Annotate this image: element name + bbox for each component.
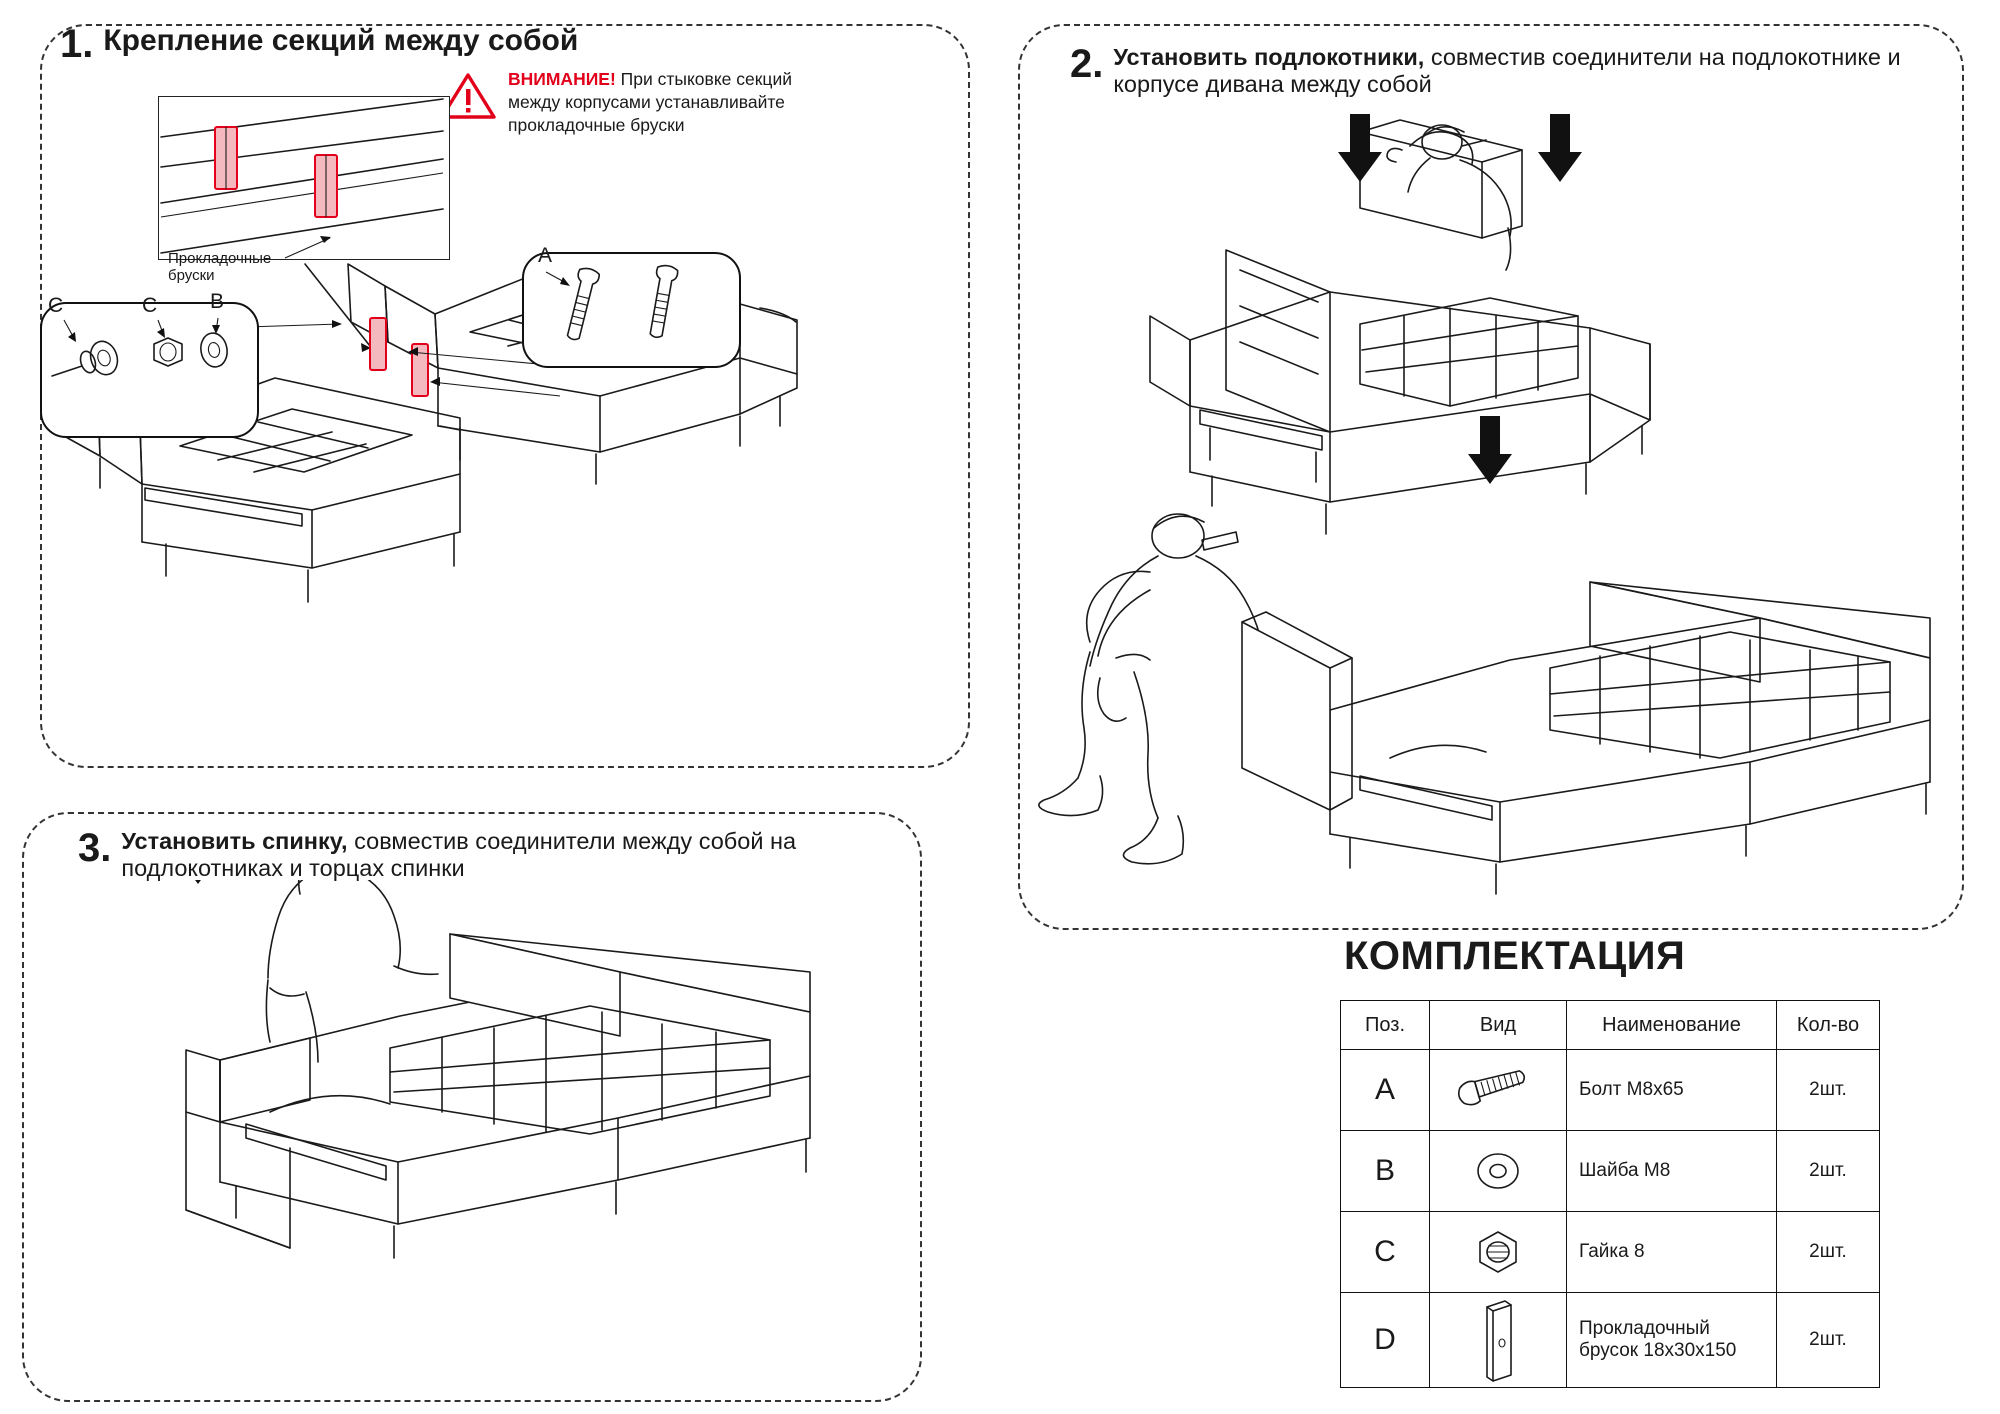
step-3-header xyxy=(78,828,878,882)
step-3-title-rest: совместив соединители между собой на подлокотниках и торцах спинки xyxy=(121,828,797,882)
step-3-title-bold: Установить спинку, xyxy=(121,828,348,854)
table-row xyxy=(1341,1212,1880,1293)
part-pos-c: C xyxy=(1341,1212,1430,1293)
callout-label-b: B xyxy=(210,290,225,313)
part-qty-b: 2шт. xyxy=(1777,1131,1880,1212)
step-2-drawing xyxy=(1030,110,1960,920)
nut-icon xyxy=(1430,1212,1567,1293)
step-3-number: 3. xyxy=(78,826,112,870)
table-row xyxy=(1341,1293,1880,1388)
part-qty-c: 2шт. xyxy=(1777,1212,1880,1293)
step-2-header xyxy=(1070,44,1950,98)
parts-header-view: Вид xyxy=(1430,1001,1567,1050)
washer-icon xyxy=(1430,1131,1567,1212)
step-3-title xyxy=(121,828,878,882)
part-pos-a: A xyxy=(1341,1050,1430,1131)
callout-label-a: A xyxy=(538,244,553,267)
warning-body: При стыковке секций между корпусами устанавливайте прокладочные бруски xyxy=(508,69,792,135)
part-pos-d: D xyxy=(1341,1293,1430,1388)
parts-list-title: КОМПЛЕКТАЦИЯ xyxy=(1344,934,1686,978)
part-name-a: Болт М8х65 xyxy=(1567,1050,1777,1131)
step-2-title-rest: совместив соединители на подлокотнике и корпусе дивана между собой xyxy=(1113,44,1901,98)
part-qty-a: 2шт. xyxy=(1777,1050,1880,1131)
part-qty-d: 2шт. xyxy=(1777,1293,1880,1388)
part-name-d: Прокладочный брусок 18х30х150 xyxy=(1567,1293,1777,1388)
spacer-bar-icon xyxy=(1430,1293,1567,1388)
parts-header-name: Наименование xyxy=(1567,1001,1777,1050)
callout-label-c2: C xyxy=(142,294,158,317)
step-2-title xyxy=(1113,44,1950,98)
table-row xyxy=(1341,1050,1880,1131)
parts-table xyxy=(1340,1000,1880,1388)
parts-header-qty: Кол-во xyxy=(1777,1001,1880,1050)
parts-header-pos: Поз. xyxy=(1341,1001,1430,1050)
bolt-icon xyxy=(1430,1050,1567,1131)
step-2-number: 2. xyxy=(1070,42,1104,86)
step-1-number: 1. xyxy=(60,22,94,66)
warning-lead: ВНИМАНИЕ! xyxy=(508,69,616,89)
step-1-title: Крепление секций между собой xyxy=(103,24,579,57)
step-2-title-bold: Установить подлокотники, xyxy=(1113,44,1425,70)
part-name-b: Шайба М8 xyxy=(1567,1131,1777,1212)
part-name-c: Гайка 8 xyxy=(1567,1212,1777,1293)
table-row xyxy=(1341,1131,1880,1212)
fastener-callout-bubble-a xyxy=(522,252,741,368)
step-3-drawing xyxy=(150,880,930,1400)
part-pos-b: B xyxy=(1341,1131,1430,1212)
parts-table-header-row xyxy=(1341,1001,1880,1050)
callout-label-c1: C xyxy=(48,294,64,317)
fastener-callout-bubble-cb xyxy=(40,302,259,438)
step-1-header xyxy=(60,24,578,64)
spacer-inset-label: Прокладочные бруски xyxy=(168,250,272,285)
